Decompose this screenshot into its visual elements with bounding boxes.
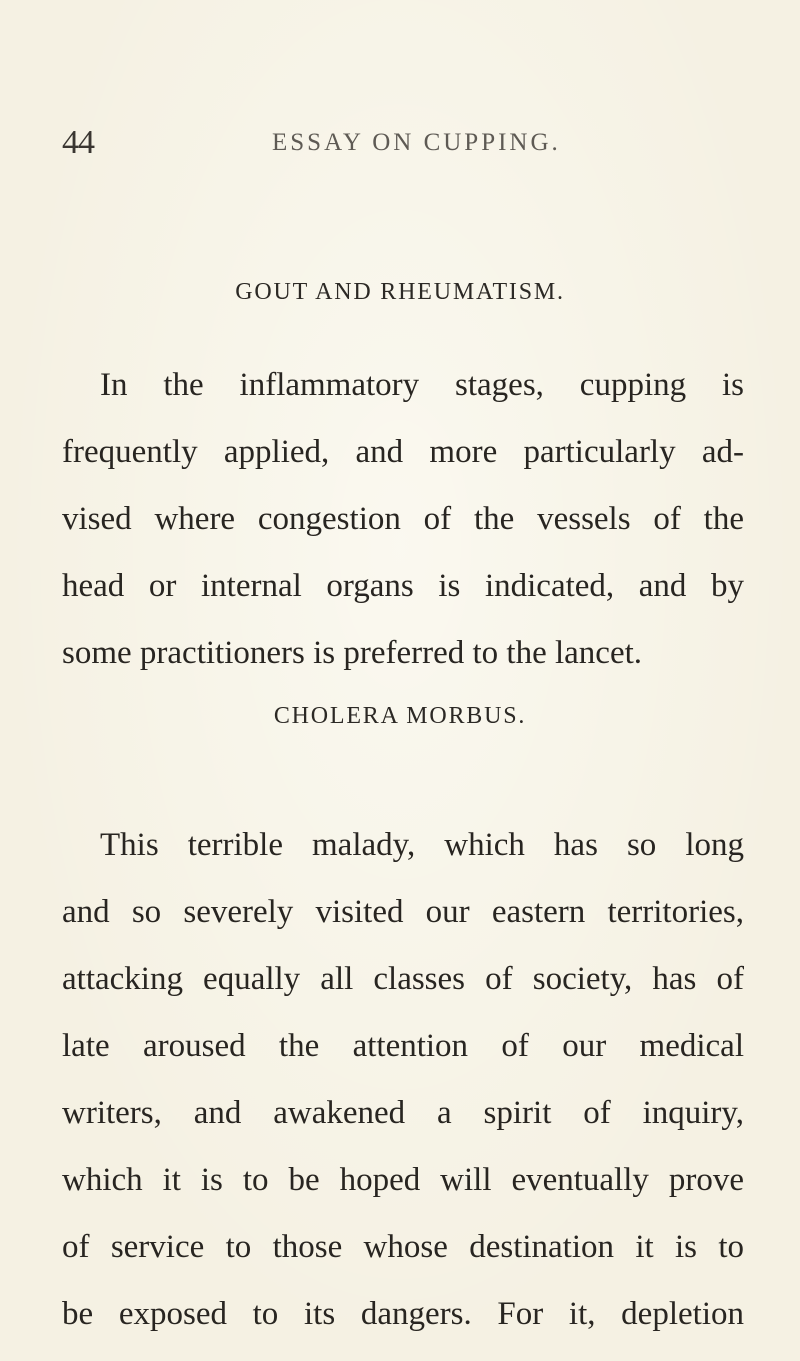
section-heading-cholera-morbus: CHOLERA MORBUS. (273, 703, 527, 729)
text-line: head or internal organs is indicated, and by (62, 568, 744, 604)
text-line: vised where congestion of the vessels of the (62, 501, 744, 537)
text-line: In the inflammatory stages, cupping is (100, 367, 744, 403)
running-head (62, 118, 756, 168)
running-title: ESSAY ON CUPPING. (272, 129, 561, 156)
text-line: some practitioners is preferred to the lancet. (62, 635, 643, 671)
text-line: and so severely visited our eastern territories, (62, 894, 744, 930)
paragraph-gout-and-rheumatism (62, 352, 744, 687)
text-line: be exposed to its dangers. For it, depletion (62, 1296, 744, 1332)
text-line: late aroused the attention of our medical (62, 1028, 744, 1064)
text-line: of service to those whose destination it is to (62, 1229, 744, 1265)
text-line: frequently applied, and more particularly ad- (62, 434, 744, 470)
text-line: attacking equally all classes of society, has of (62, 961, 744, 997)
text-line: which it is to be hoped will eventually prove (62, 1162, 744, 1198)
text-line: This terrible malady, which has so long (100, 827, 744, 863)
paragraph-cholera-morbus (62, 812, 744, 1348)
text-line: writers, and awakened a spirit of inquiry, (62, 1095, 744, 1131)
section-heading-gout-and-rheumatism: GOUT AND RHEUMATISM. (235, 279, 565, 305)
page-number: 44 (62, 124, 94, 161)
